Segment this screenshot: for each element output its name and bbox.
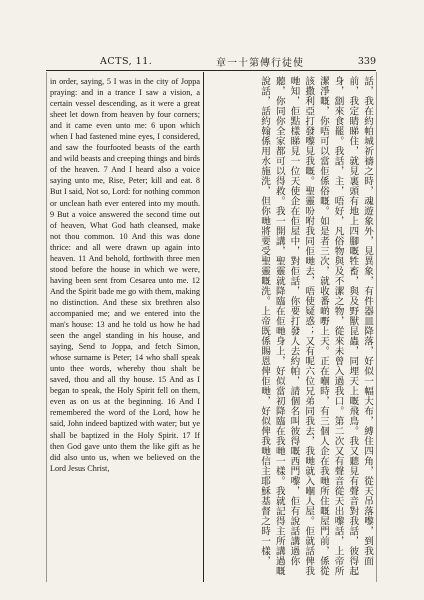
column-divider xyxy=(203,72,204,582)
chinese-text-column: 話，我在約帕城祈禱之時，魂遊象外，見異象，有件器皿降落，好似一幅大布，縛住四角，從天吊落嚟，到我面前，我定睛睇住，就見裏頭有地上四腳嘅牲畜，與及野獸昆蟲，同埋天上嘅飛鳥。我又聽見有聲音對我話，彼得起身，劏來食罷。我話，主，唔好，凡俗物與及不潔之物，從來未曾入過我口。第二次又有聲音從天出嚟話，上帝所潔淨嘅，你唔可以當佢係俗嘅。如是者三次，就收番啲嘢上天。正在嗰時，有三個人企在我哋所住嘅屋門前，係從該撒利亞打發嚟見我嘅。聖靈吩咐我同佢哋去，唔使疑惑；又有呢六位兄弟同我去，我哋就入嗰人屋。佢就話俾我哋知，佢點樣睇見一位天使企在佢屋中，對佢話，你要打發人去約帕，請個名叫彼得嘅西門嚟，佢有說話講過你聽，你同你全家都可以得救。我一開講，聖靈就降臨在佢哋身上，好似當初降臨在我哋一樣。我就記得主所講過嘅說話，話約翰係用水施洗，但你哋將要受聖靈嘅洗。上帝既係賜恩俾佢哋，好似俾我哋信主耶穌基督之時一樣， xyxy=(259,76,373,576)
header-rule xyxy=(46,70,376,71)
right-border-rule xyxy=(376,72,377,582)
page-number: 339 xyxy=(357,56,376,67)
left-border-rule xyxy=(46,72,47,582)
book-chapter-label: ACTS, 11. xyxy=(100,56,153,67)
running-header xyxy=(46,54,376,70)
english-text-column: in order, saying, 5 I was in the city of Joppa praying: and in a trance I saw a vision, a certain vessel descending, as it were a great sheet let down from heaven by four corners; and it came even unto me: 6 upon which when I had fastened mine eyes, I considered, and saw the fourfooted beasts of the earth and wild beasts and creeping things and birds of the heaven. 7 And I heard also a voice saying unto me, Rise, Peter; kill and eat. 8 But I said, Not so, Lord: for nothing common or unclean hath ever entered into my mouth. 9 But a voice answered the second time out of heaven, What God hath cleansed, make not thou common. 10 And this was done thrice: and all were drawn up again into heaven. 11 And behold, forthwith three men stood before the house in which we were, having been sent from Cesarea unto me. 12 And the Spirit bade me go with them, making no distinction. And these six brethren also accompanied me; and we entered into the man's house: 13 and he told us how he had seen the angel standing in his house, and saying, Send to Joppa, and fetch Simon, whose surname is Peter; 14 who shall speak unto thee words, whereby thou shalt be saved, thou and all thy house. 15 And as I began to speak, the Holy Spirit fell on them, even as on us at the beginning. 16 And I remembered the word of the Lord, how he said, John indeed baptized with water; but ye shall be baptized in the Holy Spirit. 17 If then God gave unto them the like gift as he did also unto us, when we believed on the Lord Jesus Christ, xyxy=(50,77,200,473)
chinese-chapter-title: 章一十第傳行徒使 xyxy=(216,58,304,69)
